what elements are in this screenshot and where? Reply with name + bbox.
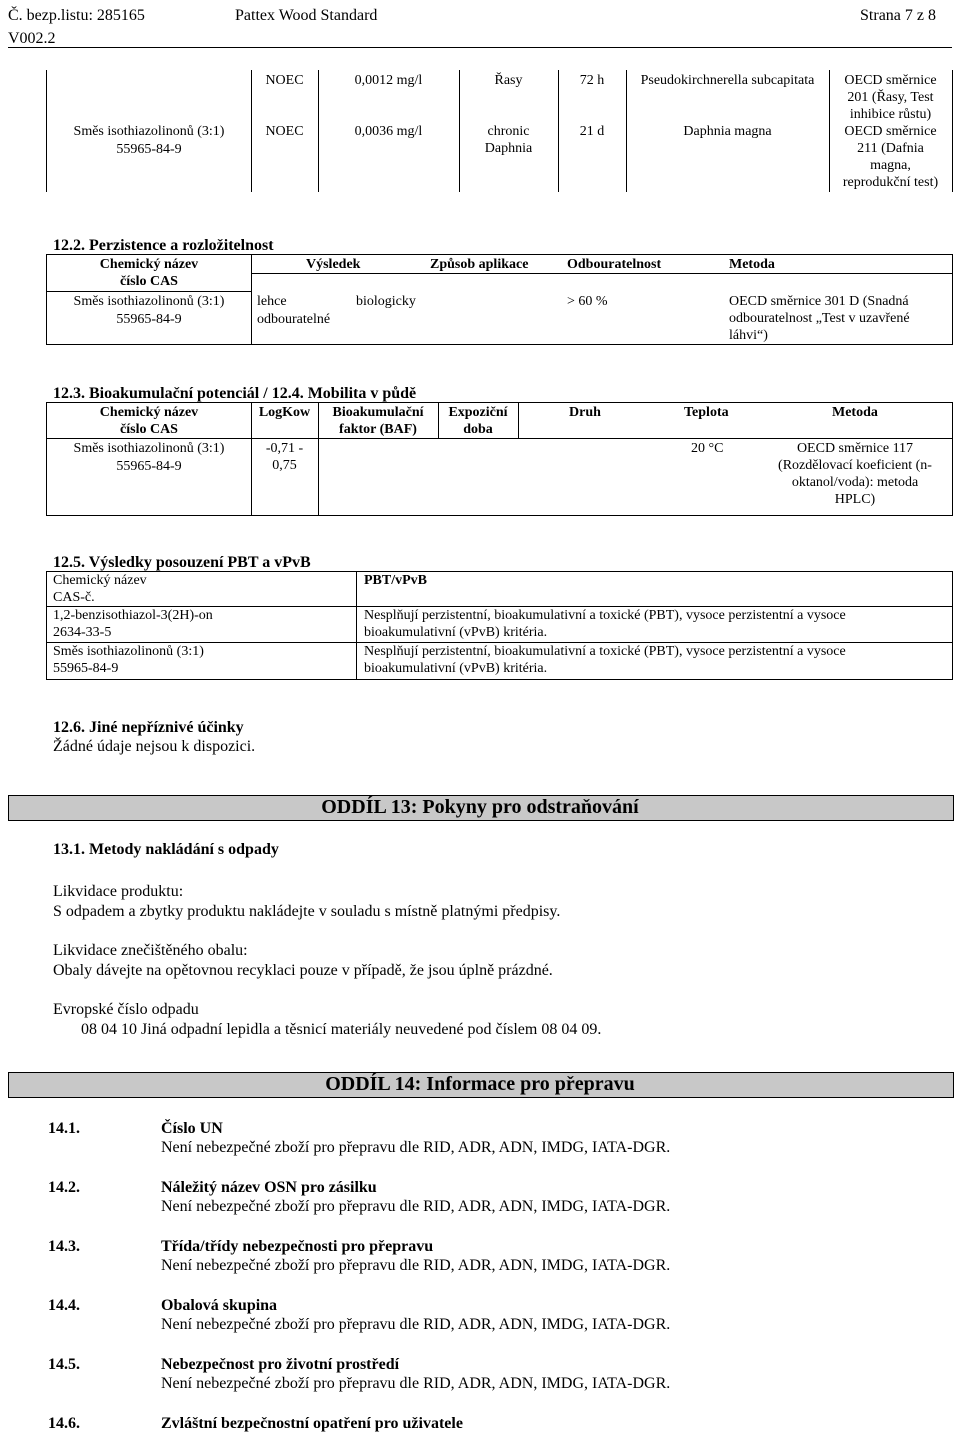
header-divider (8, 47, 952, 48)
col-header-name: Chemický název číslo CAS (99, 405, 199, 437)
result-value: lehce (257, 294, 287, 309)
col-header-baf: Bioakumulační faktor (BAF) (332, 405, 424, 437)
temperature-value: 20 °C (691, 441, 724, 456)
species: Pseudokirchnerella subcapitata (640, 73, 815, 88)
section-14-title: ODDÍL 14: Informace pro přepravu (325, 1073, 635, 1095)
item-number: 14.2. (48, 1179, 80, 1196)
col-header-name: Chemický název číslo CAS (99, 257, 199, 289)
waste-code-text: 08 04 10 Jiná odpadní lepidla a těsnicí materiály neuvedené pod číslem 08 04 09. (81, 1021, 602, 1038)
table-border (46, 291, 252, 292)
waste-code-label: Evropské číslo odpadu (53, 1001, 199, 1018)
species: Daphnia magna (683, 124, 772, 139)
col-header-logkow: LogKow (258, 405, 311, 420)
item-number: 14.1. (48, 1120, 80, 1137)
section-12-5-heading: 12.5. Výsledky posouzení PBT a vPvB (53, 554, 311, 571)
item-text: Není nebezpečné zboží pro přepravu dle RID, ADR, ADN, IMDG, IATA-DGR. (161, 1139, 671, 1156)
item-text: Není nebezpečné zboží pro přepravu dle RID, ADR, ADN, IMDG, IATA-DGR. (161, 1375, 671, 1392)
method-value: OECD směrnice 301 D (Snadná odbouratelnost „Test v uzavřené láhvi“) (729, 294, 910, 343)
item-title: Obalová skupina (161, 1297, 278, 1314)
result-value: odbouratelné (257, 312, 331, 327)
col-header-degradability: Odbouratelnost (567, 257, 662, 272)
value-type: NOEC (265, 73, 304, 88)
section-12-6-heading: 12.6. Jiné nepříznivé účinky (53, 719, 244, 736)
substance-name: 1,2-benzisothiazol-3(2H)-on 2634-33-5 (53, 608, 213, 640)
cas-number: 55965-84-9 (116, 459, 182, 474)
table-border (356, 571, 357, 679)
doc-number: Č. bezp.listu: 285165 (8, 7, 145, 24)
method-value: OECD směrnice 117 (Rozdělovací koeficient (n- oktanol/voda): metoda HPLC) (778, 441, 932, 507)
value: 0,0012 mg/l (354, 73, 423, 88)
item-number: 14.4. (48, 1297, 80, 1314)
col-header-pbt: PBT/vPvB (364, 573, 428, 588)
section-13-title: ODDÍL 13: Pokyny pro odstraňování (321, 796, 639, 818)
section-13-1-heading: 13.1. Metody nakládání s odpady (53, 841, 279, 858)
product-disposal-label: Likvidace produktu: (53, 883, 184, 900)
item-title: Číslo UN (161, 1120, 223, 1137)
item-text: Není nebezpečné zboží pro přepravu dle RID, ADR, ADN, IMDG, IATA-DGR. (161, 1198, 671, 1215)
item-text: Není nebezpečné zboží pro přepravu dle RID, ADR, ADN, IMDG, IATA-DGR. (161, 1257, 671, 1274)
organism-group: chronic Daphnia (484, 124, 533, 156)
result-value: biologicky (356, 294, 416, 309)
col-header-application: Způsob aplikace (430, 257, 529, 272)
substance-name: Směs isothiazolinonů (3:1) (73, 294, 225, 309)
col-header-temperature: Teplota (684, 405, 729, 420)
col-header-exposure: Expoziční doba (448, 405, 508, 437)
cas-number: 55965-84-9 (116, 142, 182, 157)
section-12-2-heading: 12.2. Perzistence a rozložitelnost (53, 237, 274, 254)
degradability-value: > 60 % (567, 294, 608, 309)
pbt-assessment: Nesplňují perzistentní, bioakumulativní a toxické (PBT), vysoce perzistentní a vysoce bioakumulativní (vPvB) kritéria. (364, 608, 846, 640)
product-disposal-text: S odpadem a zbytky produktu nakládejte v souladu s místně platnými předpisy. (53, 903, 561, 920)
col-header-kind: Druh (569, 405, 601, 420)
version: V002.2 (8, 30, 56, 47)
item-number: 14.6. (48, 1415, 80, 1432)
page-number: Strana 7 z 8 (860, 7, 936, 24)
table-border (46, 438, 952, 439)
col-header-method: Metoda (729, 257, 775, 272)
test-method: OECD směrnice 201 (Řasy, Test inhibice růstu) (844, 73, 937, 122)
substance-name: Směs isothiazolinonů (3:1) (73, 124, 225, 139)
cas-number: 55965-84-9 (116, 312, 182, 327)
item-number: 14.5. (48, 1356, 80, 1373)
exposure-time: 72 h (579, 73, 605, 88)
item-title: Nebezpečnost pro životní prostředí (161, 1356, 400, 1373)
table-border (251, 273, 952, 274)
section-12-3-heading: 12.3. Bioakumulační potenciál / 12.4. Mobilita v půdě (53, 385, 417, 402)
col-header-name: Chemický název CAS-č. (53, 573, 147, 605)
organism-group: Řasy (494, 73, 523, 88)
substance-name: Směs isothiazolinonů (3:1) 55965-84-9 (53, 644, 204, 676)
item-title: Náležitý název OSN pro zásilku (161, 1179, 377, 1196)
item-title: Zvláštní bezpečnostní opatření pro uživatele (161, 1415, 463, 1432)
item-text: Není nebezpečné zboží pro přepravu dle RID, ADR, ADN, IMDG, IATA-DGR. (161, 1316, 671, 1333)
item-title: Třída/třídy nebezpečnosti pro přepravu (161, 1238, 434, 1255)
table-border (518, 402, 519, 438)
logkow-value: -0,71 - 0,75 (265, 441, 304, 473)
pbt-assessment: Nesplňují perzistentní, bioakumulativní a toxické (PBT), vysoce perzistentní a vysoce bioakumulativní (vPvB) kritéria. (364, 644, 846, 676)
col-header-method: Metoda (832, 405, 878, 420)
table-border (952, 70, 953, 192)
packaging-disposal-label: Likvidace znečištěného obalu: (53, 942, 248, 959)
test-method: OECD směrnice 211 (Dafnia magna, reprodukční test) (842, 124, 939, 190)
item-number: 14.3. (48, 1238, 80, 1255)
value: 0,0036 mg/l (354, 124, 423, 139)
col-header-result: Výsledek (306, 257, 361, 272)
exposure-time: 21 d (579, 124, 605, 139)
product-name: Pattex Wood Standard (235, 7, 378, 24)
substance-name: Směs isothiazolinonů (3:1) (73, 441, 225, 456)
section-12-6-text: Žádné údaje nejsou k dispozici. (53, 738, 256, 755)
value-type: NOEC (265, 124, 304, 139)
packaging-disposal-text: Obaly dávejte na opětovnou recyklaci pouze v případě, že jsou úplně prázdné. (53, 962, 553, 979)
